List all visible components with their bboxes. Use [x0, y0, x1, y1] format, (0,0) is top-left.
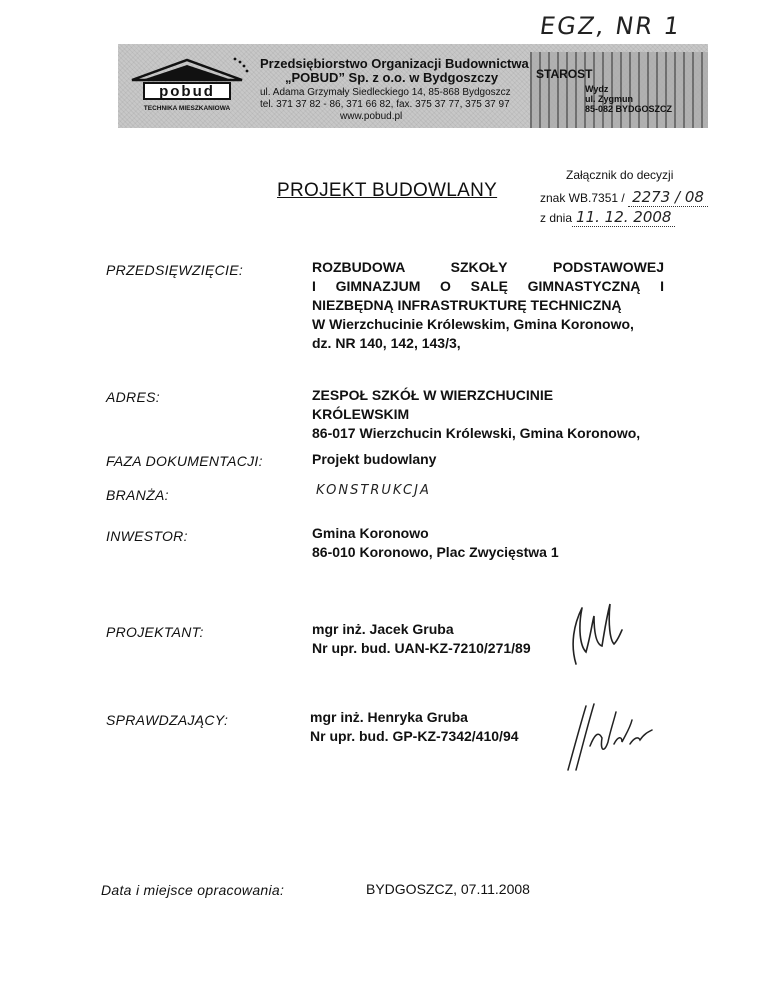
company-address: ul. Adama Grzymały Siedleckiego 14, 85-868 Bydgoszcz [260, 87, 511, 98]
value-projektant: mgr inż. Jacek Gruba Nr upr. bud. UAN-KZ-7210/271/89 [312, 621, 531, 656]
annex-reference-handwritten: 2273 / 08 [628, 188, 708, 207]
signature-sprawdzajacy [560, 700, 670, 775]
value-data-miejsce: BYDGOSZCZ, 07.11.2008 [366, 881, 530, 897]
company-website: www.pobud.pl [340, 111, 403, 122]
value-faza-dokumentacji: Projekt budowlany [312, 451, 437, 467]
pobud-logo [122, 56, 252, 116]
svg-text:TECHNIKA MIESZKANIOWA: TECHNIKA MIESZKANIOWA [143, 105, 231, 112]
company-name-line1: Przedsiębiorstwo Organizacji Budownictwa [260, 56, 529, 71]
label-inwestor: INWESTOR: [106, 528, 188, 544]
svg-text:pobud: pobud [159, 83, 215, 100]
label-adres: ADRES: [106, 389, 160, 405]
label-faza-dokumentacji: FAZA DOKUMENTACJI: [106, 453, 263, 469]
annex-date-handwritten: 11. 12. 2008 [572, 208, 675, 227]
stamp-partial-text: STAROST [536, 67, 593, 81]
value-inwestor: Gmina Koronowo 86-010 Koronowo, Plac Zwycięstwa 1 [312, 525, 559, 560]
company-name-line2: „POBUD” Sp. z o.o. w Bydgoszczy [285, 70, 499, 85]
handwritten-copy-number: EGZ, NR 1 [538, 12, 683, 40]
page-title: PROJEKT BUDOWLANY [277, 180, 498, 201]
label-projektant: PROJEKTANT: [106, 624, 204, 640]
value-sprawdzajacy: mgr inż. Henryka Gruba Nr upr. bud. GP-KZ-7342/410/94 [310, 709, 519, 744]
label-data-miejsce: Data i miejsce opracowania: [101, 882, 285, 898]
signature-projektant [556, 594, 636, 674]
label-przedsiewziecie: PRZEDSIĘWZIĘCIE: [106, 262, 244, 278]
value-adres: ZESPOŁ SZKÓŁ W WIERZCHUCINIE KRÓLEWSKIM 86-017 Wierzchucin Królewski, Gmina Koronowo, [312, 387, 641, 441]
value-przedsiewziecie: ROZBUDOWA SZKOŁY PODSTAWOWEJ I GIMNAZJUM O SALĘ GIMNASTYCZNĄ I NIEZBĘDNĄ INFRASTRUKTURĘ TECHNICZNĄ W Wierzchucinie Królewskim, Gmina Koronowo, dz. NR 140, 142, 143/3, [312, 259, 664, 351]
annex-date: z dnia 11. 12. 2008 [540, 208, 675, 227]
stamp-lines: Wydz ul. Zygmun 85-082 BYDGOSZCZ [585, 84, 673, 114]
label-sprawdzajacy: SPRAWDZAJĄCY: [106, 712, 229, 728]
label-branza: BRANŻA: [106, 487, 169, 503]
company-phone: tel. 371 37 82 - 86, 371 66 82, fax. 375 37 77, 375 37 97 [260, 99, 510, 110]
annex-heading: Załącznik do decyzji [566, 168, 674, 182]
annex-reference: znak WB.7351 / 2273 / 08 [540, 188, 708, 207]
value-branza-handwritten: KONSTRUKCJA [316, 483, 431, 498]
